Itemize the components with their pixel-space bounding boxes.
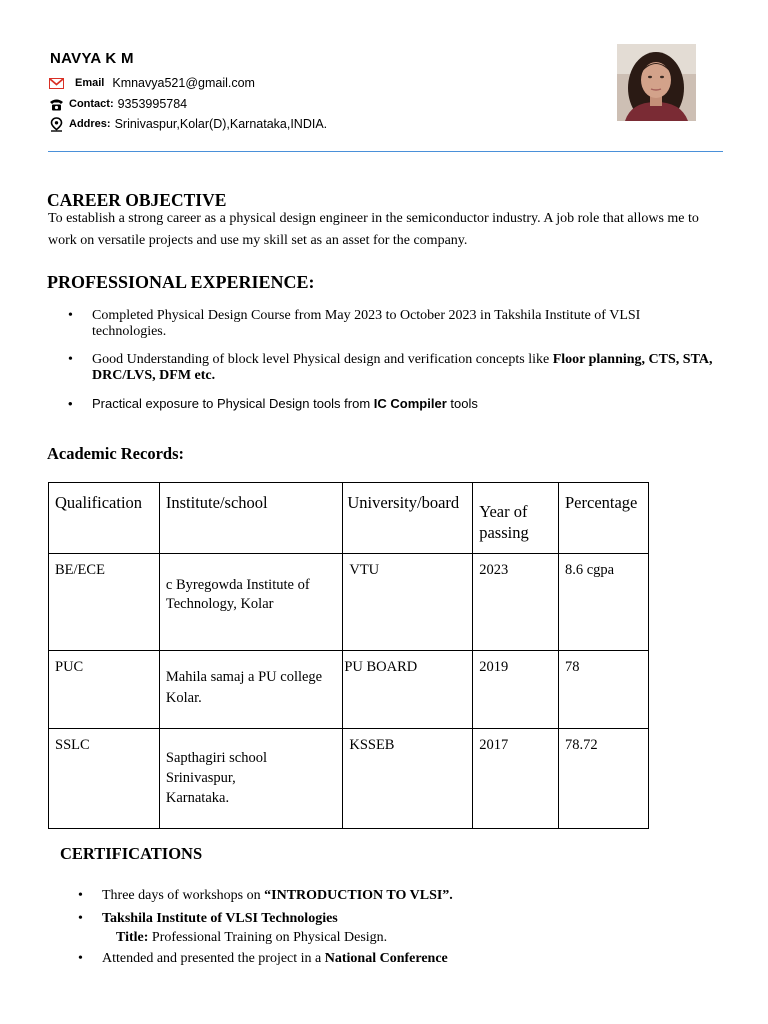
table-cell: 8.6 cgpa (559, 554, 649, 651)
career-objective-heading: CAREER OBJECTIVE (47, 190, 227, 210)
address-value: Srinivaspur,Kolar(D),Karnataka,INDIA. (114, 117, 328, 131)
table-cell: c Byregowda Institute of Technology, Kolar (159, 554, 342, 651)
email-row (48, 76, 255, 90)
certification-title-label: Title: (116, 930, 149, 945)
certifications-heading: CERTIFICATIONS (60, 844, 203, 863)
email-label: Email (75, 77, 105, 89)
experience-item-text: Good Understanding of block level Physical design and verification concepts like (92, 352, 553, 367)
contact-value: 9353995784 (117, 97, 188, 111)
table-cell: BE/ECE (49, 554, 160, 651)
list-item (58, 949, 658, 968)
academic-table (48, 482, 649, 829)
column-header: Percentage (559, 483, 649, 554)
certification-item-bold: Takshila Institute of VLSI Technologies (102, 911, 338, 926)
certification-item-text: Attended and presented the project in a (102, 951, 325, 966)
experience-item-text: Practical exposure to Physical Design tools from (92, 396, 374, 411)
table-cell: Sapthagiri school Srinivaspur, Karnataka. (159, 729, 342, 829)
address-label: Addres: (69, 118, 111, 130)
column-header: University/board (343, 483, 473, 554)
certification-title-text: Professional Training on Physical Design. (148, 930, 388, 945)
table-cell: SSLC (49, 729, 160, 829)
list-item (58, 886, 658, 905)
phone-icon (48, 97, 64, 111)
address-row (48, 117, 327, 131)
list-item (48, 308, 718, 340)
column-header: Institute/school (159, 483, 342, 554)
contact-label: Contact: (69, 98, 114, 110)
table-cell: 2023 (473, 554, 559, 651)
candidate-name: NAVYA K M (50, 50, 134, 67)
table-cell: PU BOARD (343, 651, 473, 729)
experience-item-bold: Floor planning, CTS, STA, DRC/LVS, DFM etc. (92, 352, 713, 383)
column-header: Year of passing (473, 483, 559, 554)
list-item (48, 396, 718, 412)
experience-item-text: tools (446, 396, 478, 411)
certification-item-bold: National Conference (324, 951, 448, 966)
table-row (49, 554, 649, 651)
profile-photo (617, 44, 696, 121)
table-header-row (49, 483, 649, 554)
gmail-icon (48, 76, 64, 90)
table-cell: 2017 (473, 729, 559, 829)
experience-item-bold: IC Compiler (373, 396, 447, 411)
career-objective-text: To establish a strong career as a physical design engineer in the semiconductor industry. A job role that allows me to work on versatile projects and use my skill set as an asset for the company. (48, 211, 699, 248)
academic-records-heading: Academic Records: (47, 444, 184, 463)
certifications-list (58, 886, 658, 970)
table-cell: PUC (49, 651, 160, 729)
table-row (49, 651, 649, 729)
table-cell: KSSEB (343, 729, 473, 829)
table-row (49, 729, 649, 829)
professional-experience-heading: PROFESSIONAL EXPERIENCE: (47, 272, 315, 292)
table-cell: Mahila samaj a PU college Kolar. (159, 651, 342, 729)
email-value[interactable]: Kmnavya521@gmail.com (112, 76, 255, 90)
certification-item-bold: “INTRODUCTION TO VLSI”. (264, 888, 453, 903)
table-cell: 78 (559, 651, 649, 729)
table-cell: 78.72 (559, 729, 649, 829)
contact-row (48, 97, 187, 111)
list-item (48, 352, 718, 384)
list-item (58, 909, 658, 947)
location-pin-icon (48, 117, 64, 131)
column-header: Qualification (49, 483, 160, 554)
table-cell: VTU (343, 554, 473, 651)
experience-item-text: Completed Physical Design Course from May 2023 to October 2023 in Takshila Institute of VLSI technologies. (92, 308, 641, 339)
certification-item-text: Three days of workshops on (102, 888, 265, 903)
header-divider (48, 151, 723, 152)
table-cell: 2019 (473, 651, 559, 729)
experience-list (48, 308, 718, 424)
